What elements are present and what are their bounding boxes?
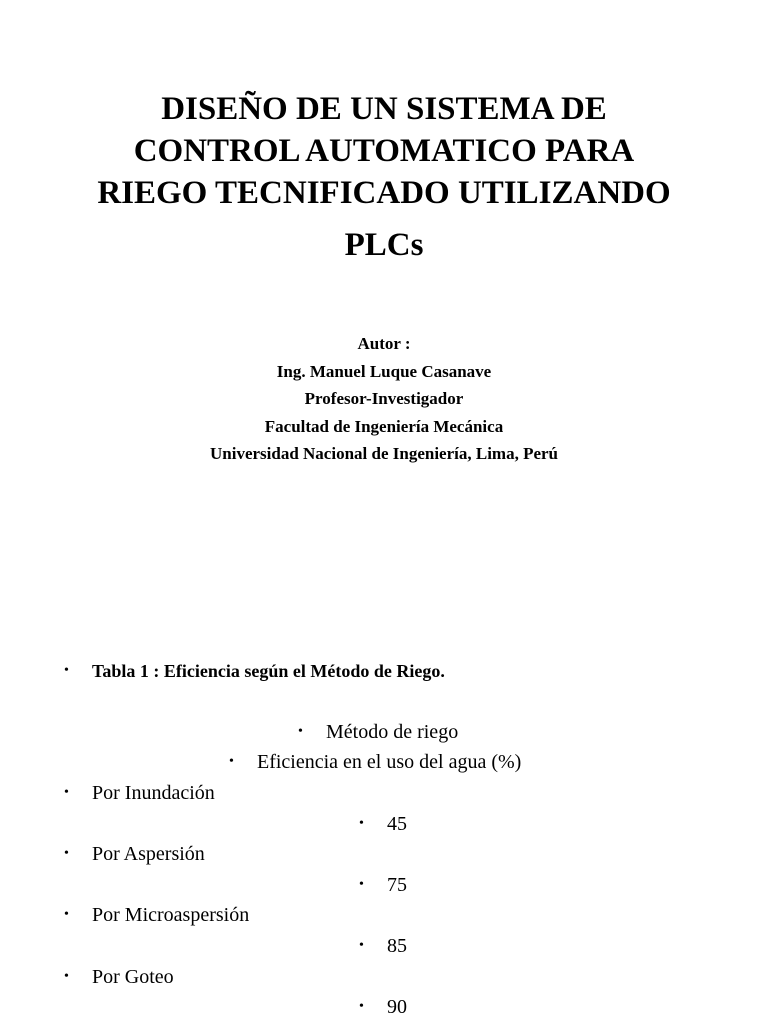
table-cell-efficiency: 85 (387, 935, 407, 957)
table-cell-efficiency: 90 (387, 996, 407, 1018)
author-block (0, 330, 768, 468)
table-header-text: Eficiencia en el uso del agua (%) (257, 751, 522, 773)
bullet-icon: • (64, 907, 69, 922)
table-cell-method: Por Inundación (92, 782, 215, 804)
bullet-icon: • (298, 724, 303, 739)
bullet-icon: • (359, 816, 364, 831)
author-role: Profesor-Investigador (304, 389, 464, 408)
title-line: PLCs (344, 227, 424, 263)
author-faculty: Facultad de Ingeniería Mecánica (264, 416, 504, 436)
bullet-icon: • (64, 663, 69, 678)
bullet-icon: • (359, 877, 364, 892)
document-title (0, 88, 768, 214)
author-university: Universidad Nacional de Ingeniería, Lima, Perú (209, 444, 559, 463)
title-line: CONTROL AUTOMATICO PARA (133, 133, 635, 169)
bullet-icon: • (359, 938, 364, 953)
title-line: RIEGO TECNIFICADO UTILIZANDO (97, 175, 671, 211)
table-cell-method: Por Microaspersión (92, 904, 250, 926)
bullet-icon: • (229, 754, 234, 769)
author-name: Ing. Manuel Luque Casanave (276, 361, 492, 381)
bullet-icon: • (359, 999, 364, 1014)
table-caption-text: Tabla 1 : Eficiencia según el Método de Riego. (92, 661, 445, 681)
author-heading: Autor : (357, 334, 411, 353)
bullet-icon: • (64, 785, 69, 800)
title-line: DISEÑO DE UN SISTEMA DE (161, 91, 607, 127)
bullet-icon: • (64, 969, 69, 984)
table-cell-method: Por Aspersión (92, 843, 205, 865)
table-cell-method: Por Goteo (92, 966, 174, 988)
table-cell-efficiency: 45 (387, 813, 407, 835)
table-cell-efficiency: 75 (387, 874, 407, 896)
bullet-icon: • (64, 846, 69, 861)
table-header-text: Método de riego (326, 721, 459, 743)
